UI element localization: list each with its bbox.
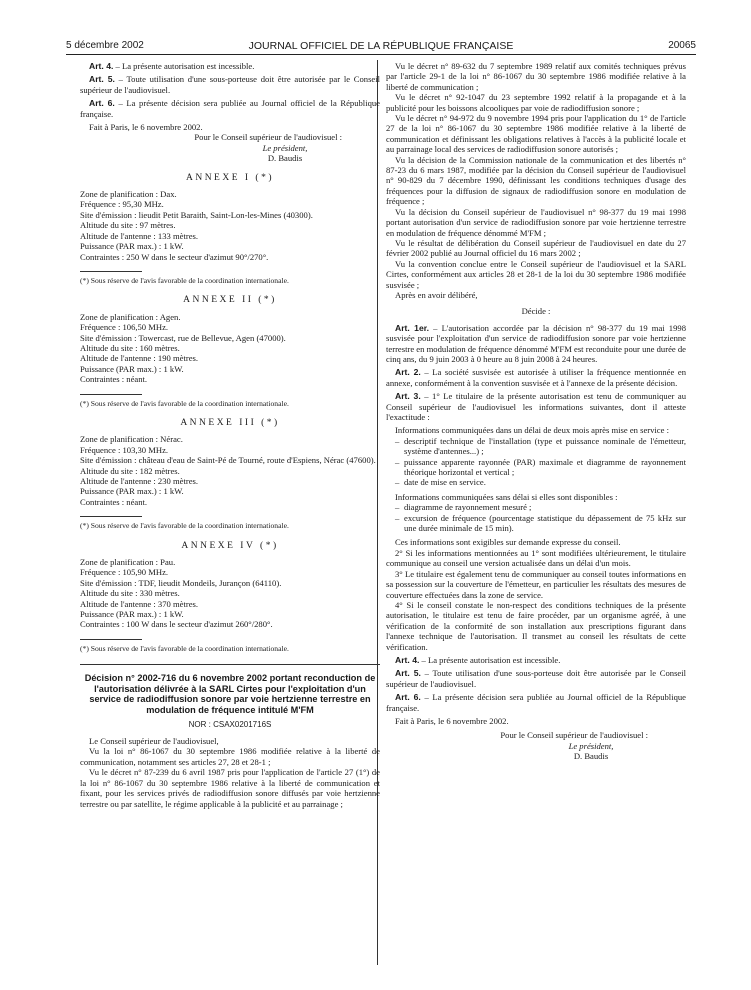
article-6: Art. 6. – La présente décision sera publiée au Journal officiel de la République française. — [80, 98, 380, 119]
footnote-rule — [80, 271, 142, 272]
article-4: Art. 4. – La présente autorisation est incessible. — [89, 61, 255, 71]
annexe-line: Zone de planification : Agen. — [80, 311, 181, 322]
article-6: Art. 6. – La présente décision sera publiée au Journal officiel de la République française. — [386, 692, 686, 713]
annexe-title: ANNEXE IV (*) — [181, 540, 279, 551]
annexe-line: Site d'émission : château d'eau de Saint-Pé de Tourné, route d'Espiens, Nérac (47600). — [80, 455, 376, 466]
annexe-title: ANNEXE II (*) — [183, 295, 277, 306]
info-before-heading: Informations communiquées dans un délai de deux mois après mise en service : — [395, 425, 669, 436]
annexe-line: Altitude de l'antenne : 230 mètres. — [80, 476, 199, 486]
info-available-heading: Informations communiquées sans délai si elles sont disponibles : — [395, 491, 618, 502]
preamble-paragraph: Vu le résultat de délibération du Conseil supérieur de l'audiovisuel en date du 27 février 2002 publié au Journal officiel du 16 mars 2002 ; — [386, 237, 686, 259]
annexe-2 — [80, 295, 380, 409]
article-2: Art. 2. – La société susvisée est autorisée à utiliser la fréquence mentionnée en annexe, conformément à la convention susvisée et à l'annexe de la présente décision. — [386, 367, 686, 388]
preamble-paragraph: Vu la convention conclue entre le Conseil supérieur de l'audiovisuel et la SARL Cirtes, conformément aux articles 28 et 28-1 de la loi du 30 septembre 1986 modifiée susvisée ; — [386, 258, 686, 290]
preamble-paragraph: Vu la décision de la Commission nationale de la communication et des libertés n° 87-23 du 6 mars 1987, modifiée par la décision du Conseil supérieur de l'audiovisuel n° 90-829 du 7 décembre 1990, définissant les conditions techniques d'usage des fréquences pour la diffusion de signaux de radiodiffusion sonore en modulation de fréquence ; — [386, 154, 686, 207]
decision-title: Décision n° 2002-716 du 6 novembre 2002 portant reconduction de l'autorisation délivrée à la SARL Cirtes pour l'exploitation d'un service de radiodiffusion sonore par voie hertzienne terrestre en modulation de fréquence intitulé M'FM — [84, 673, 376, 716]
header-rule — [66, 54, 696, 55]
right-column — [386, 61, 686, 762]
left-column — [80, 61, 380, 809]
journal-title: JOURNAL OFFICIEL DE LA RÉPUBLIQUE FRANÇAISE — [248, 40, 514, 52]
annexe-line: Altitude du site : 330 mètres. — [80, 588, 180, 599]
decide-heading: Décide : — [521, 306, 551, 317]
article-5: Art. 5. – Toute utilisation d'une sous-porteuse doit être autorisée par le Conseil supérieur de l'audiovisuel. — [80, 74, 381, 95]
annexe-title: ANNEXE I (*) — [185, 172, 275, 183]
annexe-line: Contraintes : 100 W dans le secteur d'azimut 260°/280°. — [80, 619, 273, 630]
footnote: (*) Sous réserve de l'avis favorable de la coordination internationale. — [80, 643, 289, 653]
header-date: 5 décembre 2002 — [66, 40, 144, 51]
annexe-line: Puissance (PAR max.) : 1 kW. — [80, 241, 184, 252]
footnote: (*) Sous réserve de l'avis favorable de la coordination internationale. — [80, 398, 289, 408]
preamble-paragraph: Vu le décret n° 92-1047 du 23 septembre 1992 relatif à la propagande et à la publicité pour les boissons alcooliques par voie de radiodiffusion sonore ; — [386, 92, 686, 113]
annexe-line: Altitude du site : 97 mètres. — [80, 220, 176, 231]
nor-reference: NOR : CSAX0201716S — [188, 719, 272, 729]
annexe-line: Puissance (PAR max.) : 1 kW. — [80, 363, 184, 374]
annexe-title: ANNEXE III (*) — [180, 417, 280, 428]
paragraph: 4° Si le conseil constate le non-respect des conditions techniques de la présente autorisation, le titulaire est tenu de faire procéder, par un organisme agréé, à une vérification de la conformité de son installation aux prescriptions figurant dans l'annexe technique de l'autorisation. Il transmet au conseil les résultats de cette vérification. — [386, 599, 686, 652]
section-rule — [80, 664, 380, 665]
annexe-line: Fréquence : 106,50 MHz. — [80, 322, 169, 333]
list-item: – diagramme de rayonnement mesuré ; — [386, 502, 686, 512]
signature-name: D. Baudis — [267, 153, 303, 164]
footnote-rule — [80, 639, 142, 640]
annexe-line: Altitude de l'antenne : 370 mètres. — [80, 598, 199, 609]
list-item: – descriptif technique de l'installation (type et puissance nominale de l'émetteur, système d'antennes...) ; — [386, 436, 686, 457]
article-1: Art. 1er. – L'autorisation accordée par la décision n° 98-377 du 19 mai 1998 susvisée pour l'exploitation d'un service de radiodiffusion sonore par voie hertzienne terrestre en modulation de fréquence dénommé M'FM est reconduite pour une durée de cinq ans, du 9 juin 2003 à 0 heure au 8 juin 2008 à 24 heures. — [386, 322, 686, 364]
list-item: – excursion de fréquence (pourcentage statistique du dépassement de 75 kHz sur une durée minimale de 15 min). — [386, 513, 686, 534]
paragraph: 2° Si les informations mentionnées au 1° sont modifiées ultérieurement, le titulaire communique au conseil une version actualisée dans un délai d'un mois. — [386, 547, 686, 569]
paragraph: 3° Le titulaire est également tenu de communiquer au conseil toutes informations en sa possession sur la couverture de l'émetteur, en particulier les résultats des mesures de couverture effectuées dans la zone de service. — [386, 568, 686, 600]
preamble-paragraph: Vu la décision du Conseil supérieur de l'audiovisuel n° 98-377 du 19 mai 1998 portant autorisation d'un service de radiodiffusion sonore par voie hertzienne terrestre en modulation de fréquence dénommé M'FM ; — [386, 206, 686, 238]
annexe-line: Contraintes : néant. — [80, 374, 148, 385]
footnote: (*) Sous réserve de l'avis favorable de la coordination internationale. — [80, 521, 289, 531]
annexe-line: Zone de planification : Dax. — [80, 189, 177, 200]
annexe-line: Puissance (PAR max.) : 1 kW. — [80, 486, 184, 497]
annexe-line: Site d'émission : lieudit Petit Baraith, Saint-Lon-les-Mines (40300). — [80, 209, 313, 220]
preamble-paragraph: Le Conseil supérieur de l'audiovisuel, — [89, 736, 219, 747]
annexe-1 — [80, 173, 380, 287]
annexe-line: Site d'émission : TDF, lieudit Mondeils, Jurançon (64110). — [80, 577, 282, 588]
annexe-line: Fréquence : 105,90 MHz. — [80, 567, 169, 578]
article-3: Art. 3. – 1° Le titulaire de la présente autorisation est tenu de communiquer au Conseil supérieur de l'audiovisuel les informations suivantes, dont il atteste l'exactitude : — [386, 391, 686, 422]
annexe-line: Contraintes : 250 W dans le secteur d'azimut 90°/270°. — [80, 251, 269, 262]
preamble-paragraph: Vu le décret n° 87-239 du 6 avril 1987 pris pour l'application de l'article 27 (1°) de la loi n° 86-1067 du 30 septembre 1986 relative à la liberté de communication et fixant, pour les services privés de radiodiffusion sonore diffusés par voie hertzienne terrestre ou par satellite, le régime applicable à la publicité et au parrainage ; — [80, 767, 380, 809]
annexe-line: Fréquence : 95,30 MHz. — [80, 199, 164, 210]
signature-line-2: Le président, — [262, 142, 308, 153]
annexe-line: Contraintes : néant. — [80, 496, 148, 507]
paragraph: Ces informations sont exigibles sur demande expresse du conseil. — [395, 537, 621, 548]
preamble-paragraph: Vu le décret n° 94-972 du 9 novembre 1994 pris pour l'application du 1° de l'article 27 de la loi n° 86-1067 du 30 septembre 1986 modifiée relative à la liberté de communication et définissant les obligations relatives à l'accès à la publicité locale et au parrainage local des services de radiodiffusion sonore autorisés ; — [386, 113, 686, 155]
annexe-line: Fréquence : 103,30 MHz. — [80, 444, 169, 455]
preamble-paragraph: Vu le décret n° 89-632 du 7 septembre 1989 relatif aux comités techniques prévus par l'article 29-1 de la loi n° 86-1067 du 30 septembre 1986 modifiée relative à la liberté de communication ; — [386, 61, 686, 92]
annexe-4 — [80, 541, 380, 655]
annexe-line: Site d'émission : Towercast, rue de Bellevue, Agen (47000). — [80, 332, 286, 343]
annexe-line: Altitude du site : 160 mètres. — [80, 342, 180, 353]
list-item: – puissance apparente rayonnée (PAR) maximale et diagramme de rayonnement théorique horizontal et vertical ; — [386, 457, 686, 478]
signature-line-1: Pour le Conseil supérieur de l'audiovisuel : — [500, 730, 648, 741]
footnote-rule — [80, 394, 142, 395]
page-header — [66, 40, 696, 54]
signature-line-1: Pour le Conseil supérieur de l'audiovisuel : — [194, 132, 342, 143]
signature-line-2: Le président, — [568, 740, 614, 751]
annexe-line: Zone de planification : Nérac. — [80, 434, 183, 445]
done-at: Fait à Paris, le 6 novembre 2002. — [395, 715, 509, 726]
annexe-line: Altitude du site : 182 mètres. — [80, 465, 180, 476]
preamble-paragraph: Après en avoir délibéré, — [395, 289, 478, 300]
list-item: – date de mise en service. — [386, 477, 686, 487]
preamble-paragraph: Vu la loi n° 86-1067 du 30 septembre 1986 modifiée relative à la liberté de communication, notamment ses articles 27, 28 et 28-1 ; — [80, 746, 380, 767]
annexe-line: Puissance (PAR max.) : 1 kW. — [80, 609, 184, 620]
annexe-line: Altitude de l'antenne : 133 mètres. — [80, 230, 199, 241]
footnote: (*) Sous réserve de l'avis favorable de la coordination internationale. — [80, 275, 289, 285]
footnote-rule — [80, 516, 142, 517]
annexe-line: Zone de planification : Pau. — [80, 557, 176, 568]
article-5: Art. 5. – Toute utilisation d'une sous-porteuse doit être autorisée par le Conseil supérieur de l'audiovisuel. — [386, 668, 687, 689]
done-at: Fait à Paris, le 6 novembre 2002. — [89, 122, 203, 133]
annexe-line: Altitude de l'antenne : 190 mètres. — [80, 353, 199, 364]
article-4: Art. 4. – La présente autorisation est incessible. — [395, 654, 561, 665]
signature-name: D. Baudis — [573, 751, 609, 762]
annexe-3 — [80, 418, 380, 532]
page-number: 20065 — [668, 40, 696, 51]
